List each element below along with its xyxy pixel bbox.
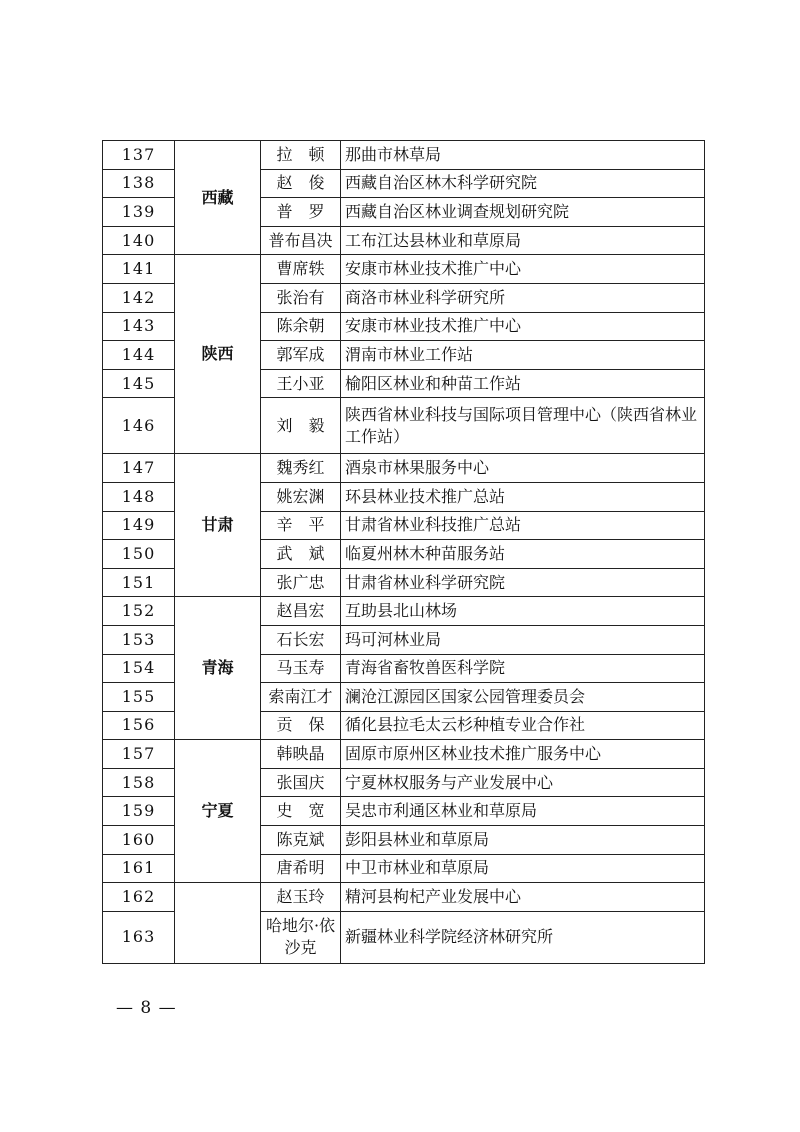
row-number: 141 — [103, 255, 175, 284]
person-name: 张治有 — [261, 283, 341, 312]
organization: 宁夏林权服务与产业发展中心 — [341, 768, 705, 797]
person-name: 陈克斌 — [261, 826, 341, 855]
row-number: 145 — [103, 369, 175, 398]
organization: 安康市林业技术推广中心 — [341, 312, 705, 341]
organization: 互助县北山林场 — [341, 597, 705, 626]
row-number: 152 — [103, 597, 175, 626]
person-name: 曹席轶 — [261, 255, 341, 284]
person-name: 陈余朝 — [261, 312, 341, 341]
row-number: 163 — [103, 911, 175, 963]
person-name: 魏秀红 — [261, 454, 341, 483]
row-number: 138 — [103, 169, 175, 198]
table-row — [103, 883, 705, 912]
province-cell: 西藏 — [175, 141, 261, 255]
province-cell — [175, 883, 261, 964]
row-number: 158 — [103, 768, 175, 797]
page-number: — 8 — — [116, 998, 177, 1018]
person-name: 普 罗 — [261, 198, 341, 227]
row-number: 148 — [103, 482, 175, 511]
person-name: 张国庆 — [261, 768, 341, 797]
row-number: 146 — [103, 398, 175, 454]
row-number: 151 — [103, 568, 175, 597]
organization: 固原市原州区林业技术推广服务中心 — [341, 740, 705, 769]
personnel-table — [102, 140, 705, 964]
province-cell: 青海 — [175, 597, 261, 740]
person-name: 普布昌决 — [261, 226, 341, 255]
organization: 西藏自治区林木科学研究院 — [341, 169, 705, 198]
province-cell: 陕西 — [175, 255, 261, 454]
person-name: 辛 平 — [261, 511, 341, 540]
person-name: 赵 俊 — [261, 169, 341, 198]
organization: 吴忠市利通区林业和草原局 — [341, 797, 705, 826]
person-name: 赵玉玲 — [261, 883, 341, 912]
row-number: 140 — [103, 226, 175, 255]
table-row — [103, 597, 705, 626]
row-number: 137 — [103, 141, 175, 170]
person-name: 贡 保 — [261, 711, 341, 740]
organization: 甘肃省林业科学研究院 — [341, 568, 705, 597]
table-row — [103, 740, 705, 769]
row-number: 139 — [103, 198, 175, 227]
organization: 青海省畜牧兽医科学院 — [341, 654, 705, 683]
person-name: 张广忠 — [261, 568, 341, 597]
organization: 新疆林业科学院经济林研究所 — [341, 911, 705, 963]
person-name: 赵昌宏 — [261, 597, 341, 626]
row-number: 156 — [103, 711, 175, 740]
organization: 中卫市林业和草原局 — [341, 854, 705, 883]
row-number: 153 — [103, 625, 175, 654]
row-number: 159 — [103, 797, 175, 826]
row-number: 142 — [103, 283, 175, 312]
person-name: 刘 毅 — [261, 398, 341, 454]
row-number: 144 — [103, 341, 175, 370]
row-number: 149 — [103, 511, 175, 540]
organization: 那曲市林草局 — [341, 141, 705, 170]
row-number: 160 — [103, 826, 175, 855]
organization: 渭南市林业工作站 — [341, 341, 705, 370]
organization: 西藏自治区林业调查规划研究院 — [341, 198, 705, 227]
person-name: 郭军成 — [261, 341, 341, 370]
organization: 榆阳区林业和种苗工作站 — [341, 369, 705, 398]
row-number: 143 — [103, 312, 175, 341]
organization: 彭阳县林业和草原局 — [341, 826, 705, 855]
row-number: 162 — [103, 883, 175, 912]
organization: 澜沧江源园区国家公园管理委员会 — [341, 683, 705, 712]
organization: 环县林业技术推广总站 — [341, 482, 705, 511]
province-cell: 宁夏 — [175, 740, 261, 883]
person-name: 姚宏渊 — [261, 482, 341, 511]
organization: 循化县拉毛太云杉种植专业合作社 — [341, 711, 705, 740]
table-row — [103, 141, 705, 170]
row-number: 150 — [103, 540, 175, 569]
organization: 临夏州林木种苗服务站 — [341, 540, 705, 569]
row-number: 154 — [103, 654, 175, 683]
person-name: 武 斌 — [261, 540, 341, 569]
person-name: 索南江才 — [261, 683, 341, 712]
person-name: 拉 顿 — [261, 141, 341, 170]
table-row — [103, 454, 705, 483]
row-number: 147 — [103, 454, 175, 483]
person-name: 哈地尔·依沙克 — [261, 911, 341, 963]
row-number: 157 — [103, 740, 175, 769]
person-name: 唐希明 — [261, 854, 341, 883]
row-number: 161 — [103, 854, 175, 883]
organization: 工布江达县林业和草原局 — [341, 226, 705, 255]
organization: 酒泉市林果服务中心 — [341, 454, 705, 483]
organization: 玛可河林业局 — [341, 625, 705, 654]
organization: 甘肃省林业科技推广总站 — [341, 511, 705, 540]
person-name: 韩映晶 — [261, 740, 341, 769]
province-cell: 甘肃 — [175, 454, 261, 597]
organization: 安康市林业技术推广中心 — [341, 255, 705, 284]
organization: 陕西省林业科技与国际项目管理中心（陕西省林业工作站） — [341, 398, 705, 454]
person-name: 石长宏 — [261, 625, 341, 654]
person-name: 王小亚 — [261, 369, 341, 398]
person-name: 马玉寿 — [261, 654, 341, 683]
person-name: 史 宽 — [261, 797, 341, 826]
organization: 精河县枸杞产业发展中心 — [341, 883, 705, 912]
organization: 商洛市林业科学研究所 — [341, 283, 705, 312]
table-row — [103, 255, 705, 284]
row-number: 155 — [103, 683, 175, 712]
